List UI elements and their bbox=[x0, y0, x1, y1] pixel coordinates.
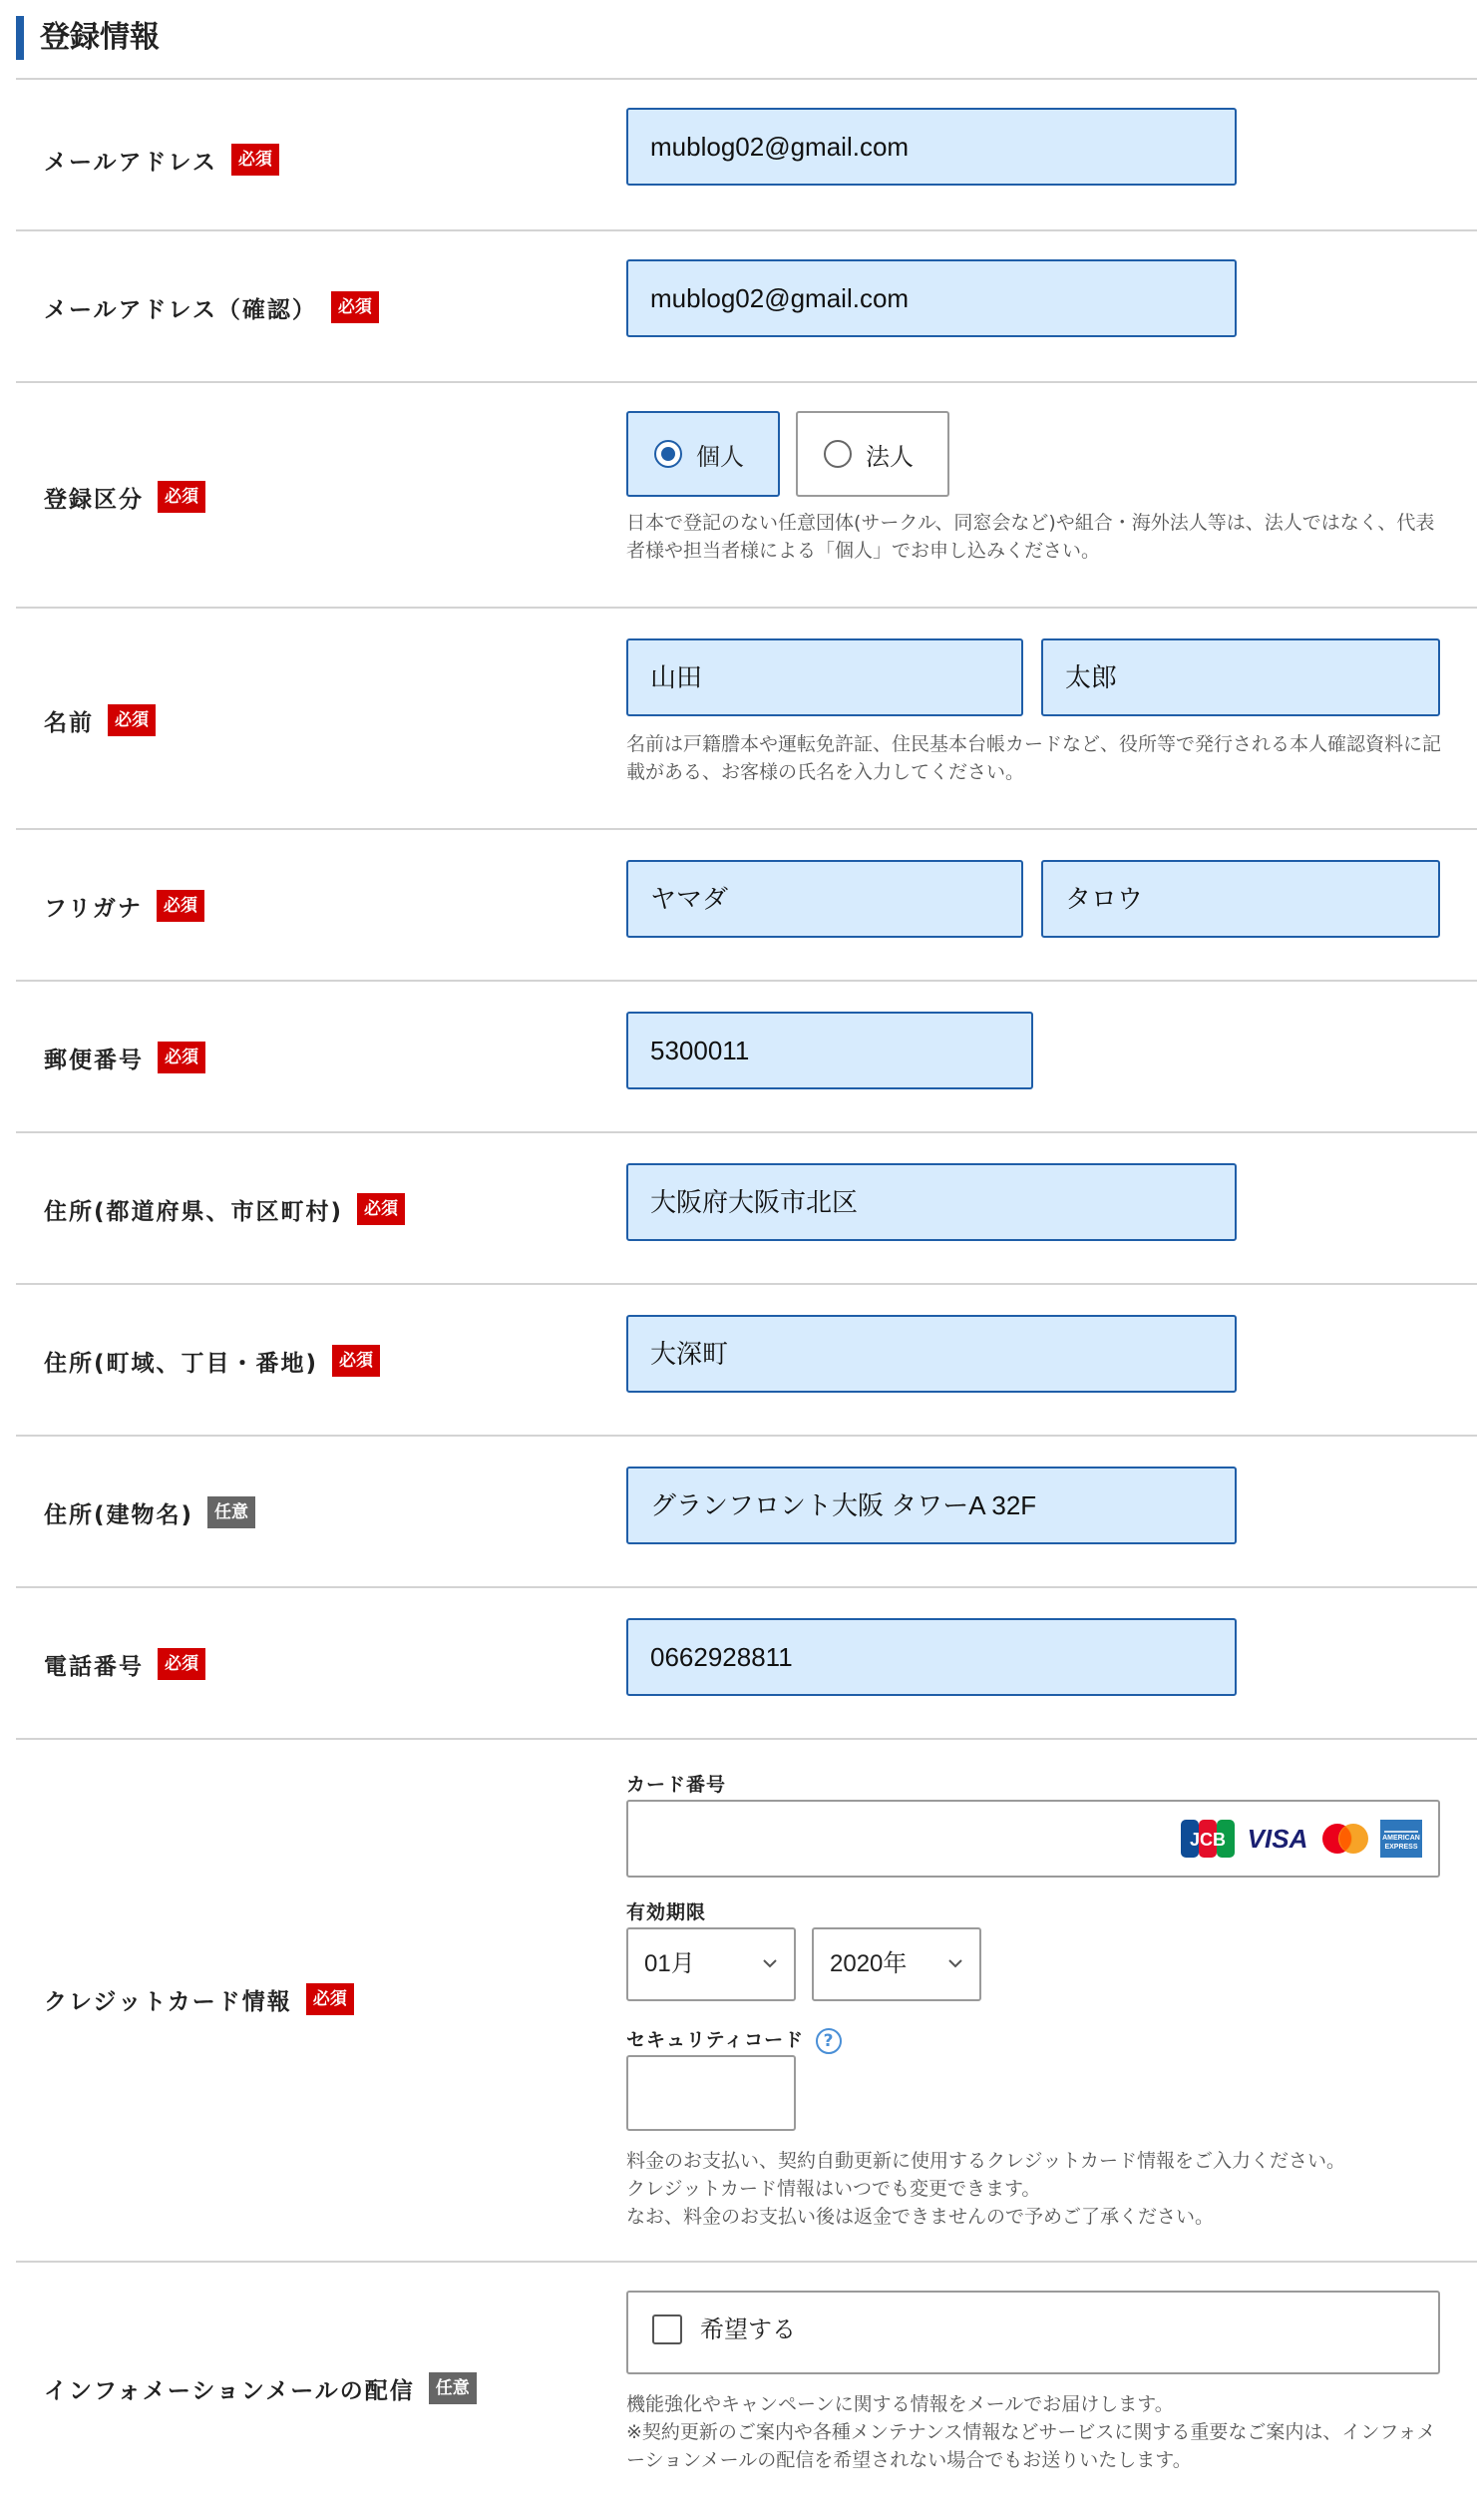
help-icon[interactable]: ? bbox=[816, 2028, 842, 2054]
divider bbox=[16, 1131, 1477, 1133]
email-confirm-input[interactable]: mublog02@gmail.com bbox=[626, 259, 1237, 337]
required-badge: 必須 bbox=[158, 481, 205, 513]
furigana-label-text: フリガナ bbox=[44, 895, 143, 922]
expiry-label: 有効期限 bbox=[626, 1901, 707, 1923]
address-building-input[interactable]: グランフロント大阪 タワーA 32F bbox=[626, 1467, 1237, 1544]
email-label-text: メールアドレス bbox=[44, 149, 217, 176]
radio-corporation[interactable] bbox=[796, 411, 949, 497]
credit-card-help-line: クレジットカード情報はいつでも変更できます。 bbox=[626, 2178, 1041, 2200]
info-mail-help bbox=[626, 2390, 1444, 2474]
amex-logo-line1: AMERICAN bbox=[1382, 1835, 1420, 1842]
address-city-input[interactable]: 大阪府大阪市北区 bbox=[626, 1163, 1237, 1241]
section-title: 登録情報 bbox=[16, 16, 160, 60]
required-badge: 必須 bbox=[306, 1983, 354, 2015]
email-label bbox=[44, 142, 279, 178]
security-code-input[interactable] bbox=[626, 2055, 796, 2131]
visa-logo-icon bbox=[1245, 1820, 1310, 1858]
expiry-year-value: 2020年 bbox=[830, 1950, 908, 1977]
divider bbox=[16, 381, 1477, 383]
divider bbox=[16, 2261, 1477, 2263]
radio-individual-label: 個人 bbox=[696, 442, 744, 471]
info-mail-label bbox=[44, 2370, 477, 2406]
required-badge: 必須 bbox=[157, 890, 204, 922]
last-name-input[interactable]: 山田 bbox=[626, 638, 1023, 716]
name-label-text: 名前 bbox=[44, 709, 94, 736]
email-confirm-label-text: メールアドレス（確認） bbox=[44, 296, 317, 323]
expiry-month-select[interactable] bbox=[626, 1927, 796, 2001]
divider bbox=[16, 1283, 1477, 1285]
security-code-label-text: セキュリティコード bbox=[626, 2029, 805, 2051]
radio-individual[interactable] bbox=[626, 411, 780, 497]
address-street-label-text: 住所(町域、丁目・番地) bbox=[44, 1350, 319, 1377]
address-building-label-text: 住所(建物名) bbox=[44, 1501, 194, 1528]
divider bbox=[16, 1586, 1477, 1588]
address-street-input[interactable]: 大深町 bbox=[626, 1315, 1237, 1393]
jcb-logo-text: JCB bbox=[1189, 1830, 1227, 1850]
phone-input[interactable]: 0662928811 bbox=[626, 1618, 1237, 1696]
required-badge: 必須 bbox=[332, 1345, 380, 1377]
address-street-label bbox=[44, 1343, 380, 1379]
name-help: 名前は戸籍謄本や運転免許証、住民基本台帳カードなど、役所等で発行される本人確認資料に記載がある、お客様の氏名を入力してください。 bbox=[626, 733, 1442, 783]
postal-code-label bbox=[44, 1040, 205, 1075]
furigana-label bbox=[44, 888, 204, 924]
mastercard-logo-icon bbox=[1320, 1820, 1370, 1858]
chevron-down-icon bbox=[760, 1953, 780, 1973]
visa-logo-text: VISA bbox=[1247, 1824, 1308, 1854]
info-mail-help-line: ※契約更新のご案内や各種メンテナンス情報などサービスに関する重要なご案内は、インフォメーションメールの配信を希望されない場合でもお送りいたします。 bbox=[626, 2421, 1436, 2471]
required-badge: 必須 bbox=[158, 1648, 205, 1680]
required-badge: 必須 bbox=[158, 1042, 205, 1073]
optional-badge: 任意 bbox=[429, 2372, 477, 2404]
name-label bbox=[44, 702, 156, 738]
radio-unselected-icon bbox=[824, 440, 852, 468]
divider bbox=[16, 980, 1477, 982]
first-name-input[interactable]: 太郎 bbox=[1041, 638, 1440, 716]
info-mail-checkbox-label: 希望する bbox=[700, 2315, 796, 2343]
radio-corporation-label: 法人 bbox=[866, 442, 914, 471]
furigana-last-input[interactable]: ヤマダ bbox=[626, 860, 1023, 938]
expiry-month-value: 01月 bbox=[644, 1950, 695, 1977]
jcb-logo-icon bbox=[1181, 1820, 1235, 1858]
chevron-down-icon bbox=[945, 1953, 965, 1973]
email-confirm-label bbox=[44, 289, 379, 325]
required-badge: 必須 bbox=[357, 1193, 405, 1225]
credit-card-label-text: クレジットカード情報 bbox=[44, 1988, 292, 2015]
address-city-label bbox=[44, 1191, 405, 1227]
phone-label-text: 電話番号 bbox=[44, 1653, 144, 1680]
amex-logo-line2: EXPRESS bbox=[1384, 1844, 1418, 1851]
postal-code-label-text: 郵便番号 bbox=[44, 1047, 144, 1073]
checkbox-icon[interactable] bbox=[652, 2314, 682, 2344]
phone-label bbox=[44, 1646, 205, 1682]
optional-badge: 任意 bbox=[207, 1496, 255, 1528]
security-code-label bbox=[626, 2025, 842, 2054]
divider bbox=[16, 607, 1477, 609]
amex-logo-icon bbox=[1380, 1820, 1422, 1858]
radio-selected-icon bbox=[654, 440, 682, 468]
registration-type-label bbox=[44, 479, 205, 515]
info-mail-label-text: インフォメーションメールの配信 bbox=[44, 2377, 415, 2404]
divider bbox=[16, 1435, 1477, 1437]
address-city-label-text: 住所(都道府県、市区町村) bbox=[44, 1198, 344, 1225]
postal-code-input[interactable]: 5300011 bbox=[626, 1012, 1033, 1089]
card-number-input[interactable] bbox=[626, 1800, 1440, 1878]
required-badge: 必須 bbox=[108, 704, 156, 736]
expiry-year-select[interactable] bbox=[812, 1927, 981, 2001]
required-badge: 必須 bbox=[331, 291, 379, 323]
required-badge: 必須 bbox=[231, 144, 279, 176]
credit-card-help bbox=[626, 2147, 1444, 2231]
divider bbox=[16, 828, 1477, 830]
card-number-label: カード番号 bbox=[626, 1774, 727, 1796]
divider bbox=[16, 1738, 1477, 1740]
credit-card-help-line: なお、料金のお支払い後は返金できませんので予めご了承ください。 bbox=[626, 2206, 1215, 2228]
divider bbox=[16, 229, 1477, 231]
credit-card-label bbox=[44, 1981, 354, 2017]
registration-type-label-text: 登録区分 bbox=[44, 486, 144, 513]
email-input[interactable]: mublog02@gmail.com bbox=[626, 108, 1237, 186]
info-mail-help-line: 機能強化やキャンペーンに関する情報をメールでお届けします。 bbox=[626, 2393, 1174, 2415]
registration-type-help: 日本で登記のない任意団体(サークル、同窓会など)や組合・海外法人等は、法人ではなく、代表者様や担当者様による「個人」でお申し込みください。 bbox=[626, 512, 1435, 562]
divider bbox=[16, 78, 1477, 80]
card-brand-logos bbox=[1181, 1820, 1422, 1858]
address-building-label bbox=[44, 1494, 255, 1530]
furigana-first-input[interactable]: タロウ bbox=[1041, 860, 1440, 938]
credit-card-help-line: 料金のお支払い、契約自動更新に使用するクレジットカード情報をご入力ください。 bbox=[626, 2150, 1345, 2172]
